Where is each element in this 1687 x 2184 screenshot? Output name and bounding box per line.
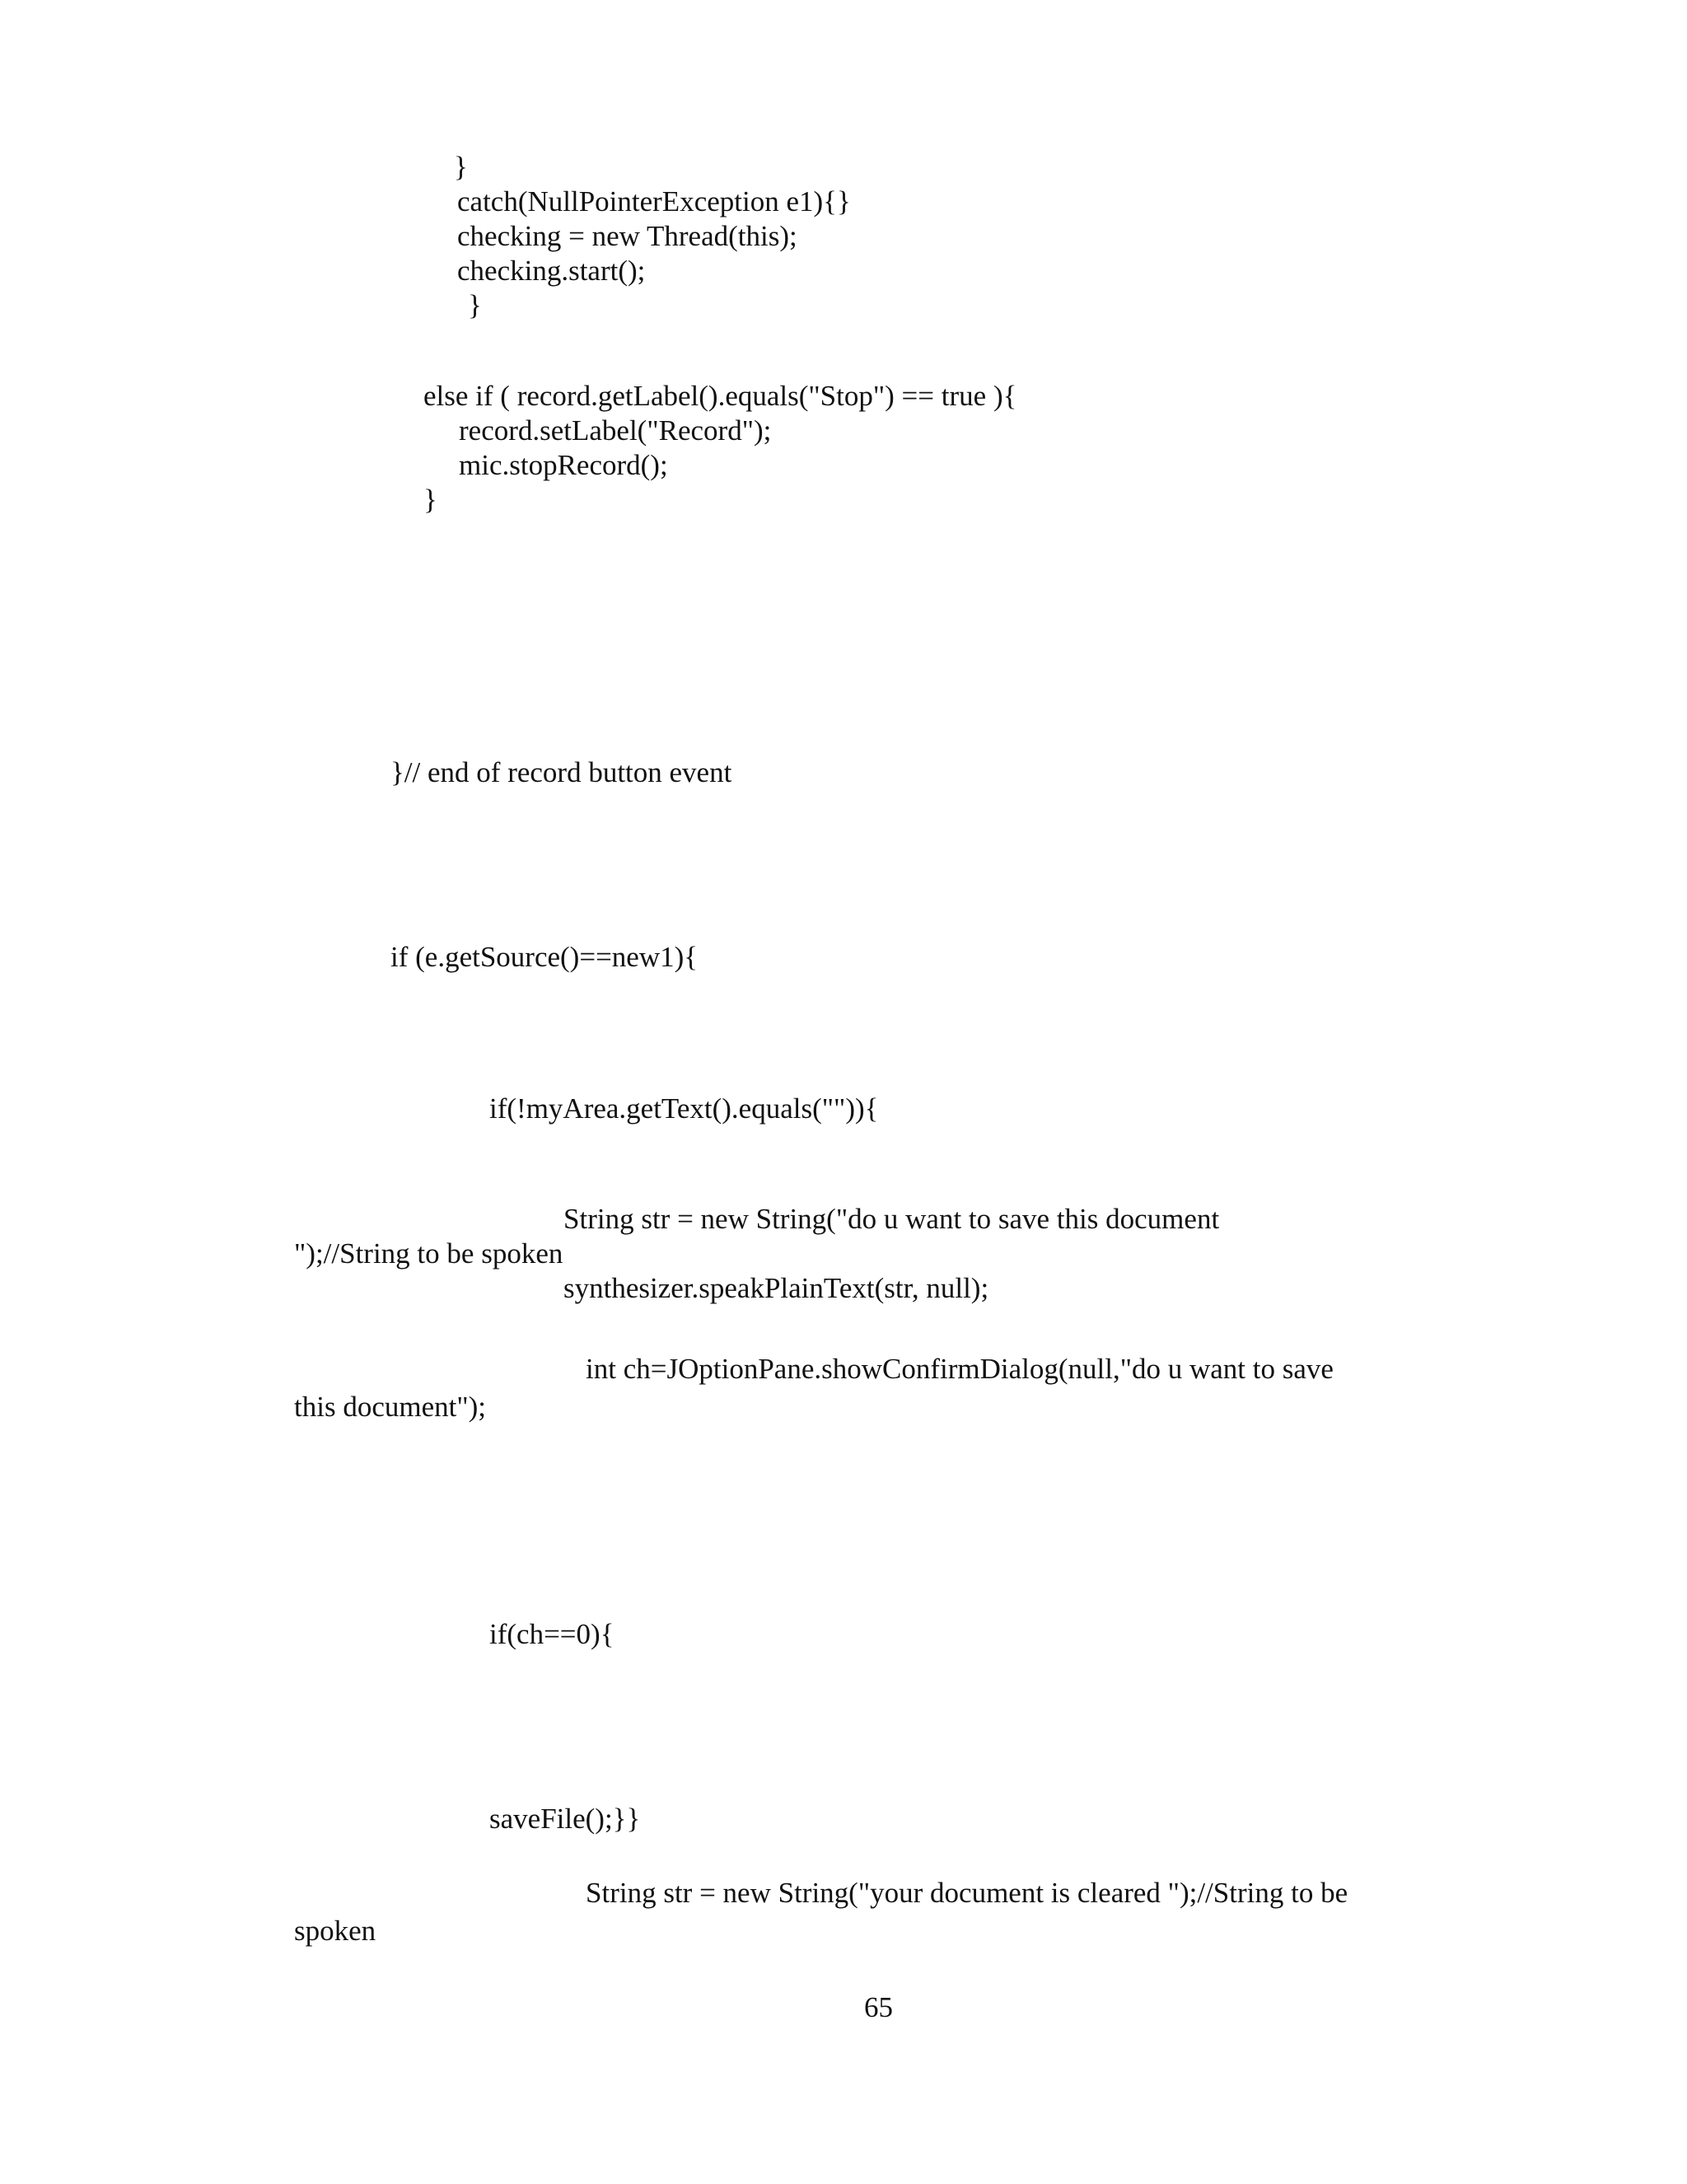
code-line-12: if(!myArea.getText().equals("")){: [489, 1092, 879, 1125]
code-line-1: }: [454, 151, 468, 183]
code-line-21: spoken: [294, 1915, 376, 1947]
code-line-4: checking.start();: [457, 255, 646, 287]
code-line-18: if(ch==0){: [489, 1618, 615, 1650]
code-line-14: ");//String to be spoken: [294, 1237, 563, 1270]
code-line-13: String str = new String("do u want to save this document: [563, 1203, 1220, 1235]
page-number: 65: [864, 1991, 893, 2023]
code-line-2: catch(NullPointerException e1){}: [457, 185, 851, 217]
code-line-11: if (e.getSource()==new1){: [390, 941, 699, 973]
code-line-10: }// end of record button event: [390, 756, 732, 788]
code-line-6: else if ( record.getLabel().equals("Stop") == true ){: [423, 380, 1017, 412]
code-line-19: saveFile();}}: [489, 1803, 641, 1835]
code-line-20: String str = new String("your document is cleared ");//String to be: [586, 1877, 1348, 1909]
code-line-16: int ch=JOptionPane.showConfirmDialog(null,"do u want to save: [586, 1353, 1334, 1385]
code-line-15: synthesizer.speakPlainText(str, null);: [563, 1272, 989, 1304]
code-line-17: this document");: [294, 1391, 487, 1423]
code-line-5: }: [468, 289, 482, 321]
code-line-7: record.setLabel("Record");: [459, 414, 772, 447]
code-line-3: checking = new Thread(this);: [457, 220, 797, 252]
code-line-8: mic.stopRecord();: [459, 449, 668, 481]
code-line-9: }: [423, 484, 437, 516]
